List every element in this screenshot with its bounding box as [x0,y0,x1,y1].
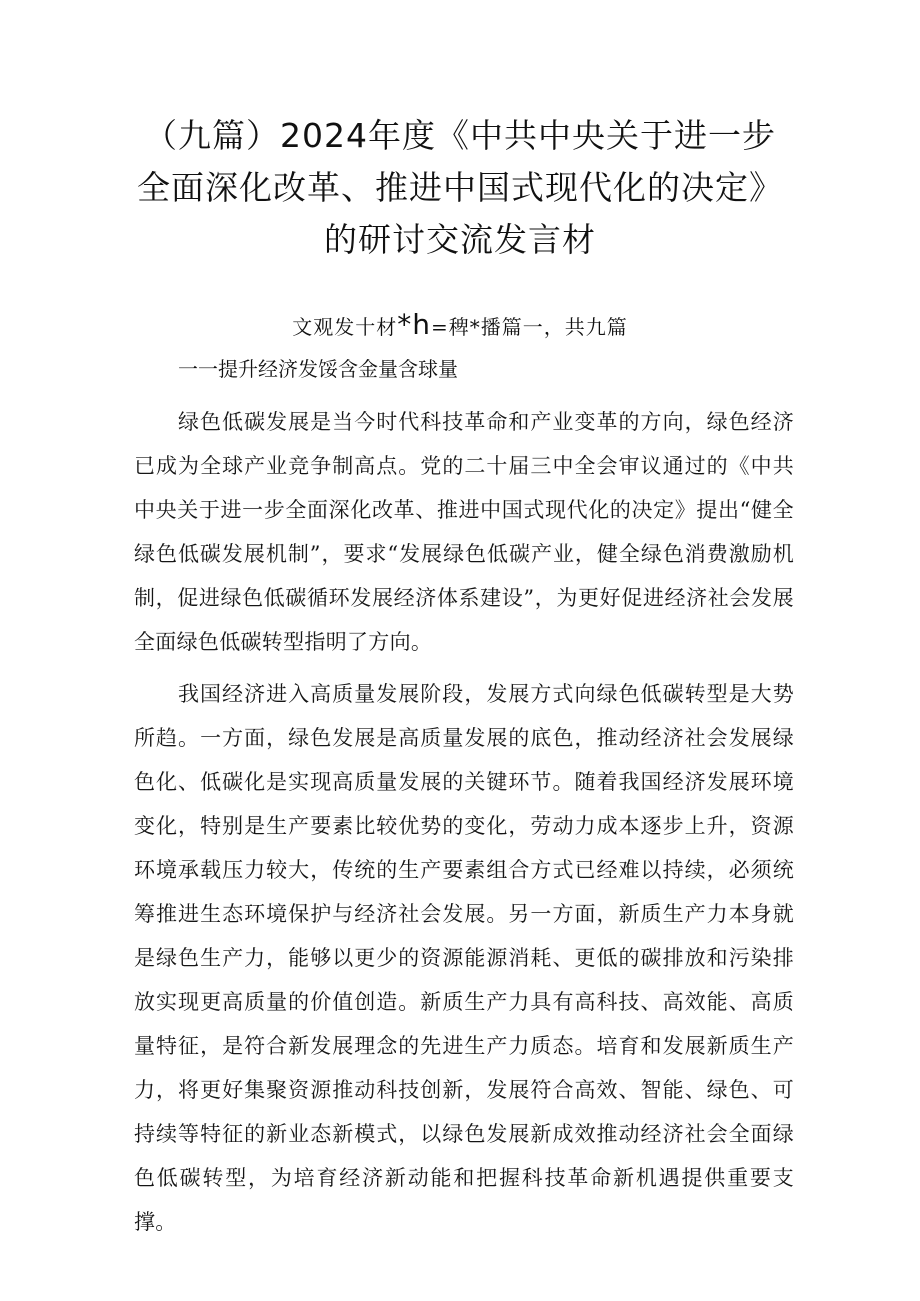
subtitle-mark: *h [397,308,431,341]
body-paragraph-1: 绿色低碳发展是当今时代科技革命和产业变革的方向，绿色经济已成为全球产业竞争制高点。党的二十届三中全会审议通过的《中共中央关于进一步全面深化改革、推进中国式现代化的决定》提出“健全绿色低碳发展机制”，要求“发展绿色低碳产业，健全绿色消费激励机制，促进绿色低碳循环发展经济体系建设”，为更好促进经济社会发展全面绿色低碳转型指明了方向。 [134,410,794,654]
body-paragraph-2: 我国经济进入高质量发展阶段，发展方式向绿色低碳转型是大势所趋。一方面，绿色发展是高质量发展的底色，推动经济社会发展绿色化、低碳化是实现高质量发展的关键环节。随着我国经济发展环境变化，特别是生产要素比较优势的变化，劳动力成本逐步上升，资源环境承载压力较大，传统的生产要素组合方式已经难以持续，必须统筹推进生态环境保护与经济社会发展。另一方面，新质生产力本身就是绿色生产力，能够以更少的资源能源消耗、更低的碳排放和污染排放实现更高质量的价值创造。新质生产力具有高科技、高效能、高质量特征，是符合新发展理念的先进生产力质态。培育和发展新质生产力，将更好集聚资源推动科技创新，发展符合高效、智能、绿色、可持续等特征的新业态新模式，以绿色发展新成效推动经济社会全面绿色低碳转型，为培育经济新动能和把握科技革命新机遇提供重要支撑。 [134,682,794,1234]
subtitle-prefix: 文观发十材 [292,315,398,339]
subtitle-suffix: =稗*播篇一，共九篇 [430,315,628,339]
document-title: （九篇）2024年度《中共中央关于进一步全面深化改革、推进中国式现代化的决定》的研讨交流发言材 [137,116,783,259]
document-body [134,400,794,1252]
document-subtitle [130,310,790,342]
section-heading: 一一提升经济发馁含金量含球量 [178,357,458,381]
